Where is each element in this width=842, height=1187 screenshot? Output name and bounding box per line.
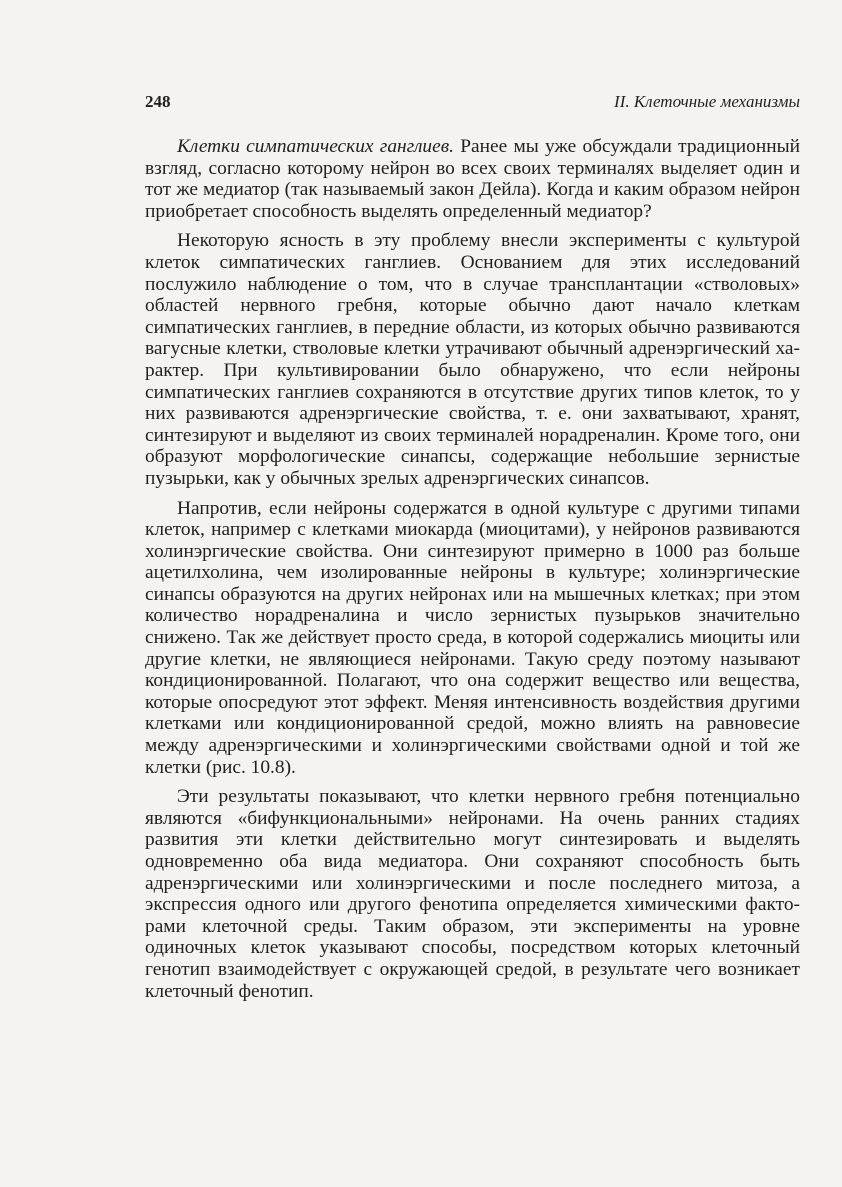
- running-title: II. Клеточные механизмы: [614, 92, 800, 111]
- paragraph-3: Напротив, если нейроны содержатся в одной культуре с другими типами клеток, например с клетками миокарда (миоцитами), у нейронов развиваются холинэргические свойства. Они синтезируют примерно в 1000 раз больше ацетилхолина, чем изолированные нейроны в культуре; холинэргические синапсы образуются на других нейронах или на мышечных клетках; при этом количество норадреналина и число зернистых пузырьков значительно снижено. Так же действует просто среда, в которой содержались миоциты или другие клетки, не являющиеся нейронами. Такую среду поэтому называют кондиционированной. Полагают, что она содержит вещество или вещества, которые опосредуют этот эффект. Меняя интенсивность воздействия другими клетками или кондиционированной средой, можно влиять на равновесие между адренэргическими и холинэргическими свойствами одной и той же клетки (рис. 10.8).: [145, 497, 800, 778]
- paragraph-4: Эти результаты показывают, что клетки нервного гребня потенциально являются «бифункциональными» нейронами. На очень ранних стадиях развития эти клетки действительно могут синтезировать и выделять одновременно оба вида медиатора. Они сохраняют способность быть адренэргическими или холинэргическими и после последнего митоза, а экспрессия одного или другого фенотипа определяется химическими факторами клеточной среды. Таким образом, эти эксперименты на уровне одиночных клеток указывают способы, посредством которых клеточный генотип взаимодействует с окружающей средой, в результате чего возникает клеточный фенотип.: [145, 786, 800, 1002]
- paragraph-1: [145, 136, 800, 222]
- paragraph-1-text: Ранее мы уже обсуждали традиционный взгляд, согласно которому нейрон во всех своих терминалях выделяет один и тот же медиатор (так называемый закон Дейла). Когда и каким образом нейрон приобретает способность выделять определенный медиатор?: [145, 136, 801, 222]
- paragraph-2: Некоторую ясность в эту проблему внесли эксперименты с культурой клеток симпатических ганглиев. Основанием для этих исследований послужило наблюдение о том, что в случае трансплантации «стволовых» областей нервного гребня, которые обычно дают начало клеткам симпатических ганглиев, в передние области, из которых обычно развиваются вагусные клетки, стволовые клетки утрачивают обычный адренэргический характер. При культивировании было обнаружено, что если нейроны симпатических ганглиев сохраняются в отсутствие других типов клеток, то у них развиваются адренэргические свойства, т. е. они захватывают, хранят, синтезируют и выделяют из своих терминалей норадреналин. Кроме того, они образуют морфологические синапсы, содержащие небольшие зернистые пузырьки, как у обычных зрелых адренэргических синапсов.: [145, 230, 800, 489]
- body-text: [145, 136, 800, 1010]
- section-lead: Клетки симпатических ганглиев.: [177, 136, 454, 157]
- page-header: [145, 92, 800, 118]
- page-number: 248: [145, 92, 171, 111]
